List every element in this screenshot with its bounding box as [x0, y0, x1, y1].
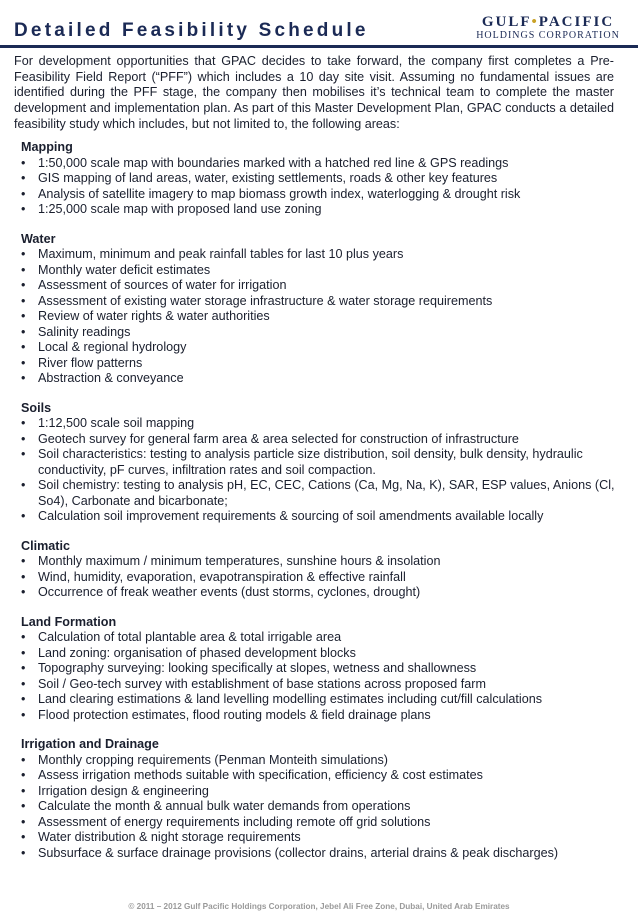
list-item-text: Calculate the month & annual bulk water demands from operations: [38, 799, 411, 813]
bullet-icon: •: [21, 768, 26, 782]
list-item: [21, 677, 621, 693]
bullet-icon: •: [21, 509, 26, 523]
logo-word-pacific: PACIFIC: [538, 14, 615, 30]
bullet-icon: •: [21, 845, 26, 860]
bullet-icon: •: [21, 554, 26, 568]
list-item-text: Assessment of energy requirements including remote off grid solutions: [38, 814, 431, 829]
section-climatic: [21, 539, 621, 601]
feasibility-sections: [21, 140, 621, 875]
list-item: [21, 509, 621, 525]
list-item-text: Assessment of sources of water for irrigation: [38, 278, 287, 292]
list-item: [21, 846, 621, 862]
bullet-icon: •: [21, 676, 26, 691]
list-item: [21, 692, 621, 708]
bullet-icon: •: [21, 262, 26, 277]
logo-dot: •: [531, 14, 539, 30]
bullet-icon: •: [21, 661, 26, 675]
page-title: Detailed Feasibility Schedule: [14, 20, 369, 41]
list-item-text: Subsurface & surface drainage provisions (collector drains, arterial drains & peak discharges): [38, 845, 559, 860]
list-item-text: GIS mapping of land areas, water, existing settlements, roads & other key features: [38, 171, 498, 185]
bullet-list: [21, 247, 621, 387]
section-irrigation-and-drainage: [21, 737, 621, 861]
list-item-text: Soil characteristics: testing to analysis particle size distribution, soil density, bulk density, hydraulic conductivity, pF curves, infiltration rates and soil compaction.: [38, 447, 583, 477]
bullet-icon: •: [21, 340, 26, 354]
list-item-text: Wind, humidity, evaporation, evapotranspiration & effective rainfall: [38, 569, 406, 584]
bullet-icon: •: [21, 478, 26, 492]
list-item-text: Calculation of total plantable area & total irrigable area: [38, 630, 342, 644]
list-item-text: Maximum, minimum and peak rainfall tables for last 10 plus years: [38, 247, 404, 261]
list-item: [21, 830, 621, 846]
bullet-list: [21, 630, 621, 723]
list-item: [21, 187, 621, 203]
bullet-icon: •: [21, 247, 26, 261]
list-item: [21, 753, 621, 769]
list-item-text: Local & regional hydrology: [38, 340, 187, 354]
list-item-text: Calculation soil improvement requirements & sourcing of soil amendments available locally: [38, 509, 544, 523]
section-mapping: [21, 140, 621, 218]
page-header: [0, 0, 638, 48]
list-item-text: Water distribution & night storage requirements: [38, 830, 301, 844]
bullet-icon: •: [21, 324, 26, 339]
bullet-icon: •: [21, 447, 26, 461]
list-item: [21, 416, 621, 432]
list-item: [21, 708, 621, 724]
bullet-list: [21, 753, 621, 862]
list-item: [21, 371, 621, 387]
company-logo: [468, 14, 628, 41]
bullet-icon: •: [21, 371, 26, 385]
list-item: [21, 661, 621, 677]
list-item: [21, 156, 621, 172]
list-item: [21, 263, 621, 279]
bullet-icon: •: [21, 293, 26, 308]
list-item: [21, 570, 621, 586]
section-water: [21, 232, 621, 387]
bullet-icon: •: [21, 814, 26, 829]
bullet-icon: •: [21, 171, 26, 185]
logo-wordmark: [468, 14, 628, 30]
list-item-text: Soil chemistry: testing to analysis pH, EC, CEC, Cations (Ca, Mg, Na, K), SAR, ESP values, Anions (Cl, So4), Carbonate and bicarbonate;: [38, 478, 615, 508]
list-item-text: Review of water rights & water authorities: [38, 309, 270, 323]
section-heading: Water: [21, 231, 56, 246]
bullet-list: [21, 156, 621, 218]
list-item: [21, 768, 621, 784]
list-item-text: Flood protection estimates, flood routing models & field drainage plans: [38, 707, 431, 722]
bullet-icon: •: [21, 799, 26, 813]
list-item-text: 1:50,000 scale map with boundaries marked with a hatched red line & GPS readings: [38, 155, 509, 170]
section-heading: Mapping: [21, 140, 73, 154]
header-divider: [0, 45, 638, 48]
list-item: [21, 646, 621, 662]
bullet-icon: •: [21, 752, 26, 767]
list-item: [21, 294, 621, 310]
list-item: [21, 799, 621, 815]
list-item: [21, 278, 621, 294]
list-item: [21, 340, 621, 356]
list-item-text: Land clearing estimations & land levelling modelling estimates including cut/fill calculations: [38, 692, 543, 706]
intro-paragraph: For development opportunities that GPAC decides to take forward, the company first completes a Pre-Feasibility Field Report (“PFF”) which includes a 10 day site visit. Assuming no fundamental issues are identified during the PFF stage, the company then mobilises it’s technical team to complete the master development and implementation plan. As part of this Master Development Plan, GPAC conducts a detailed feasibility study which includes, but not limited to, the following areas:: [14, 54, 614, 131]
section-soils: [21, 401, 621, 525]
list-item-text: Land zoning: organisation of phased development blocks: [38, 645, 356, 660]
page-footer: © 2011 – 2012 Gulf Pacific Holdings Corporation, Jebel Ali Free Zone, Dubai, United Arab Emirates: [128, 902, 510, 911]
list-item-text: 1:12,500 scale soil mapping: [38, 416, 195, 430]
list-item-text: River flow patterns: [38, 355, 143, 370]
list-item-text: Analysis of satellite imagery to map biomass growth index, waterlogging & drought risk: [38, 186, 521, 201]
list-item: [21, 247, 621, 263]
list-item: [21, 585, 621, 601]
list-item-text: 1:25,000 scale map with proposed land use zoning: [38, 202, 322, 216]
section-heading: Irrigation and Drainage: [21, 737, 159, 751]
bullet-icon: •: [21, 355, 26, 370]
list-item: [21, 325, 621, 341]
list-item: [21, 432, 621, 448]
list-item-text: Topography surveying: looking specifically at slopes, wetness and shallowness: [38, 661, 477, 675]
bullet-icon: •: [21, 630, 26, 644]
bullet-icon: •: [21, 278, 26, 292]
list-item-text: Soil / Geo-tech survey with establishment of base stations across proposed farm: [38, 676, 486, 691]
bullet-list: [21, 554, 621, 601]
list-item: [21, 630, 621, 646]
list-item: [21, 815, 621, 831]
bullet-icon: •: [21, 830, 26, 844]
bullet-icon: •: [21, 707, 26, 722]
list-item-text: Assess irrigation methods suitable with specification, efficiency & cost estimates: [38, 768, 483, 782]
bullet-icon: •: [21, 783, 26, 798]
list-item-text: Geotech survey for general farm area & area selected for construction of infrastructure: [38, 431, 519, 446]
bullet-icon: •: [21, 186, 26, 201]
bullet-icon: •: [21, 431, 26, 446]
bullet-icon: •: [21, 416, 26, 430]
section-land-formation: [21, 615, 621, 724]
bullet-icon: •: [21, 645, 26, 660]
section-heading: Land Formation: [21, 614, 117, 629]
list-item-text: Monthly maximum / minimum temperatures, sunshine hours & insolation: [38, 554, 441, 568]
list-item: [21, 356, 621, 372]
bullet-icon: •: [21, 155, 26, 170]
bullet-list: [21, 416, 621, 525]
list-item: [21, 309, 621, 325]
logo-word-gulf: GULF: [481, 14, 532, 30]
section-heading: Climatic: [21, 538, 70, 553]
list-item: [21, 171, 621, 187]
section-heading: Soils: [21, 400, 52, 415]
list-item-text: Assessment of existing water storage infrastructure & water storage requirements: [38, 293, 493, 308]
list-item: [21, 784, 621, 800]
list-item-text: Monthly cropping requirements (Penman Monteith simulations): [38, 752, 388, 767]
list-item-text: Irrigation design & engineering: [38, 783, 209, 798]
list-item-text: Monthly water deficit estimates: [38, 262, 211, 277]
list-item: [21, 554, 621, 570]
list-item-text: Occurrence of freak weather events (dust storms, cyclones, drought): [38, 585, 421, 599]
bullet-icon: •: [21, 202, 26, 216]
bullet-icon: •: [21, 585, 26, 599]
logo-subtitle: HOLDINGS CORPORATION: [476, 30, 620, 41]
list-item: [21, 447, 621, 478]
list-item-text: Abstraction & conveyance: [38, 371, 184, 385]
list-item: [21, 478, 621, 509]
list-item-text: Salinity readings: [38, 324, 131, 339]
list-item: [21, 202, 621, 218]
bullet-icon: •: [21, 692, 26, 706]
bullet-icon: •: [21, 569, 26, 584]
bullet-icon: •: [21, 309, 26, 323]
